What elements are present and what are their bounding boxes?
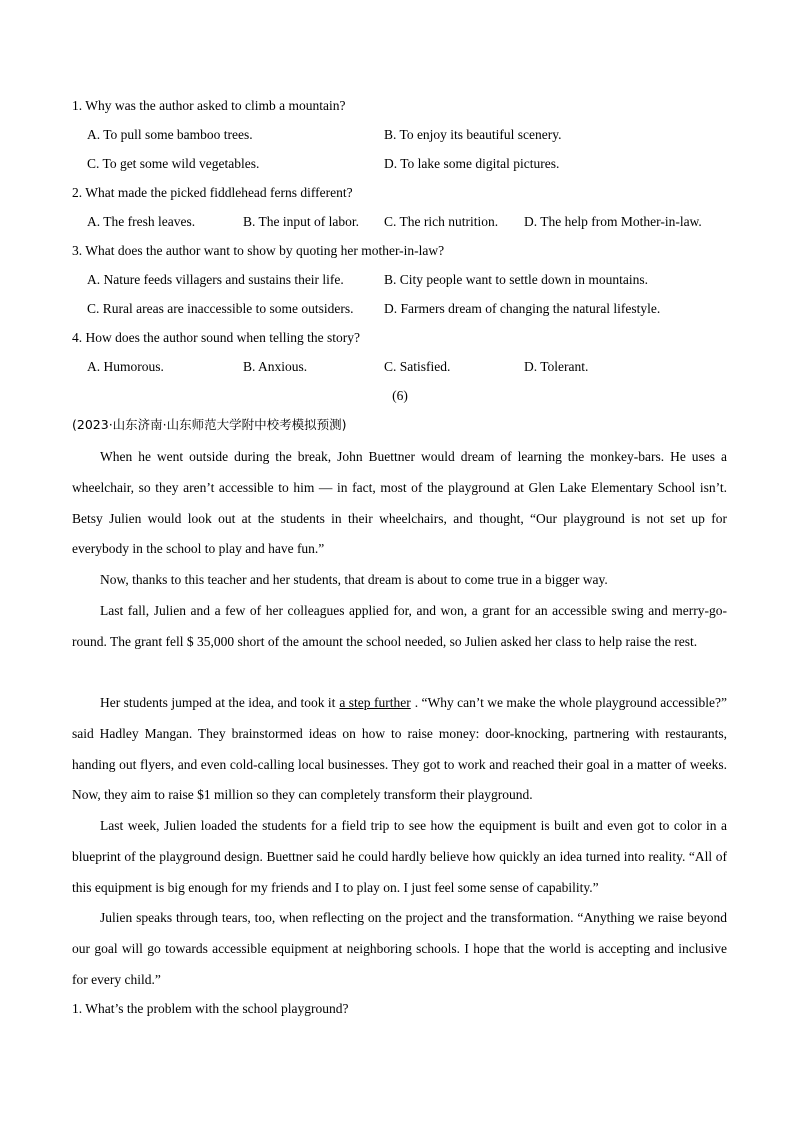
question-3-option-b: B. City people want to settle down in mountains. [384,272,648,287]
question-1-stem: 1. Why was the author asked to climb a mountain? [72,98,346,113]
question-4-option-b: B. Anxious. [243,359,308,374]
paragraph-4-text-before: Her students jumped at the idea, and took it [100,695,336,710]
passage-paragraph-6 [72,903,727,995]
passage-paragraph-4 [72,688,727,811]
passage-question-1-stem: 1. What’s the problem with the school playground? [72,1001,349,1016]
question-4-option-d: D. Tolerant. [524,359,589,374]
question-1-option-b: B. To enjoy its beautiful scenery. [384,127,562,142]
question-1-option-c: C. To get some wild vegetables. [87,156,260,171]
section-number: (6) [392,388,408,403]
question-3-option-a: A. Nature feeds villagers and sustains their life. [87,272,344,287]
question-4-option-a: A. Humorous. [87,359,164,374]
underlined-phrase: a step further [339,695,411,710]
question-2-option-d: D. The help from Mother-in-law. [524,214,702,229]
paragraph-1-text: When he went outside during the break, John Buettner would dream of learning the monkey-bars. He uses a wheelchair, so they aren’t accessible to him — in fact, most of the playground at Glen Lake Elementary School isn’t. Betsy Julien would look out at the students in their wheelchairs, and thought, “Our playground is not set up for everybody in the school to play and have fun.” [72,449,727,557]
question-3-option-c: C. Rural areas are inaccessible to some outsiders. [87,301,354,316]
question-2-stem: 2. What made the picked fiddlehead ferns different? [72,185,353,200]
paragraph-6-text: Julien speaks through tears, too, when reflecting on the project and the transformation. “Anything we raise beyond our goal will go towards accessible equipment at neighboring schools. I hope that the world is accepting and inclusive for every child.” [72,910,727,987]
passage-paragraph-1 [72,442,727,565]
question-4-stem: 4. How does the author sound when telling the story? [72,330,360,345]
passage-paragraph-5 [72,811,727,903]
question-4-option-c: C. Satisfied. [384,359,451,374]
question-1-option-d: D. To lake some digital pictures. [384,156,560,171]
question-3-stem: 3. What does the author want to show by quoting her mother-in-law? [72,243,445,258]
question-2-option-b: B. The input of labor. [243,214,359,229]
paragraph-3-text: Last fall, Julien and a few of her colleagues applied for, and won, a grant for an accessible swing and merry-go-round. The grant fell $ 35,000 short of the amount the school needed, so Julien asked her class to help raise the rest. [72,603,727,649]
paragraph-2-text: Now, thanks to this teacher and her students, that dream is about to come true in a bigger way. [100,572,608,587]
source-citation: (2023·山东济南·山东师范大学附中校考模拟预测) [72,417,347,432]
passage-paragraph-2 [72,565,727,596]
passage-paragraph-3 [72,596,727,658]
question-1-option-a: A. To pull some bamboo trees. [87,127,253,142]
paragraph-4-text-after: . “Why can’t we make the whole playground accessible?” said Hadley Mangan. They brainstormed ideas on how to raise money: door-knocking, partnering with restaurants, handing out flyers, and even cold-calling local businesses. They got to work and reached their goal in a matter of weeks. Now, they aim to raise $1 million so they can completely transform their playground. [72,695,727,803]
question-3-option-d: D. Farmers dream of changing the natural lifestyle. [384,301,661,316]
question-2-option-c: C. The rich nutrition. [384,214,499,229]
question-2-option-a: A. The fresh leaves. [87,214,196,229]
paragraph-5-text: Last week, Julien loaded the students for a field trip to see how the equipment is built and even got to color in a blueprint of the playground design. Buettner said he could hardly believe how quickly an idea turned into reality. “All of this equipment is big enough for my friends and I to play on. I just feel some sense of capability.” [72,818,727,895]
